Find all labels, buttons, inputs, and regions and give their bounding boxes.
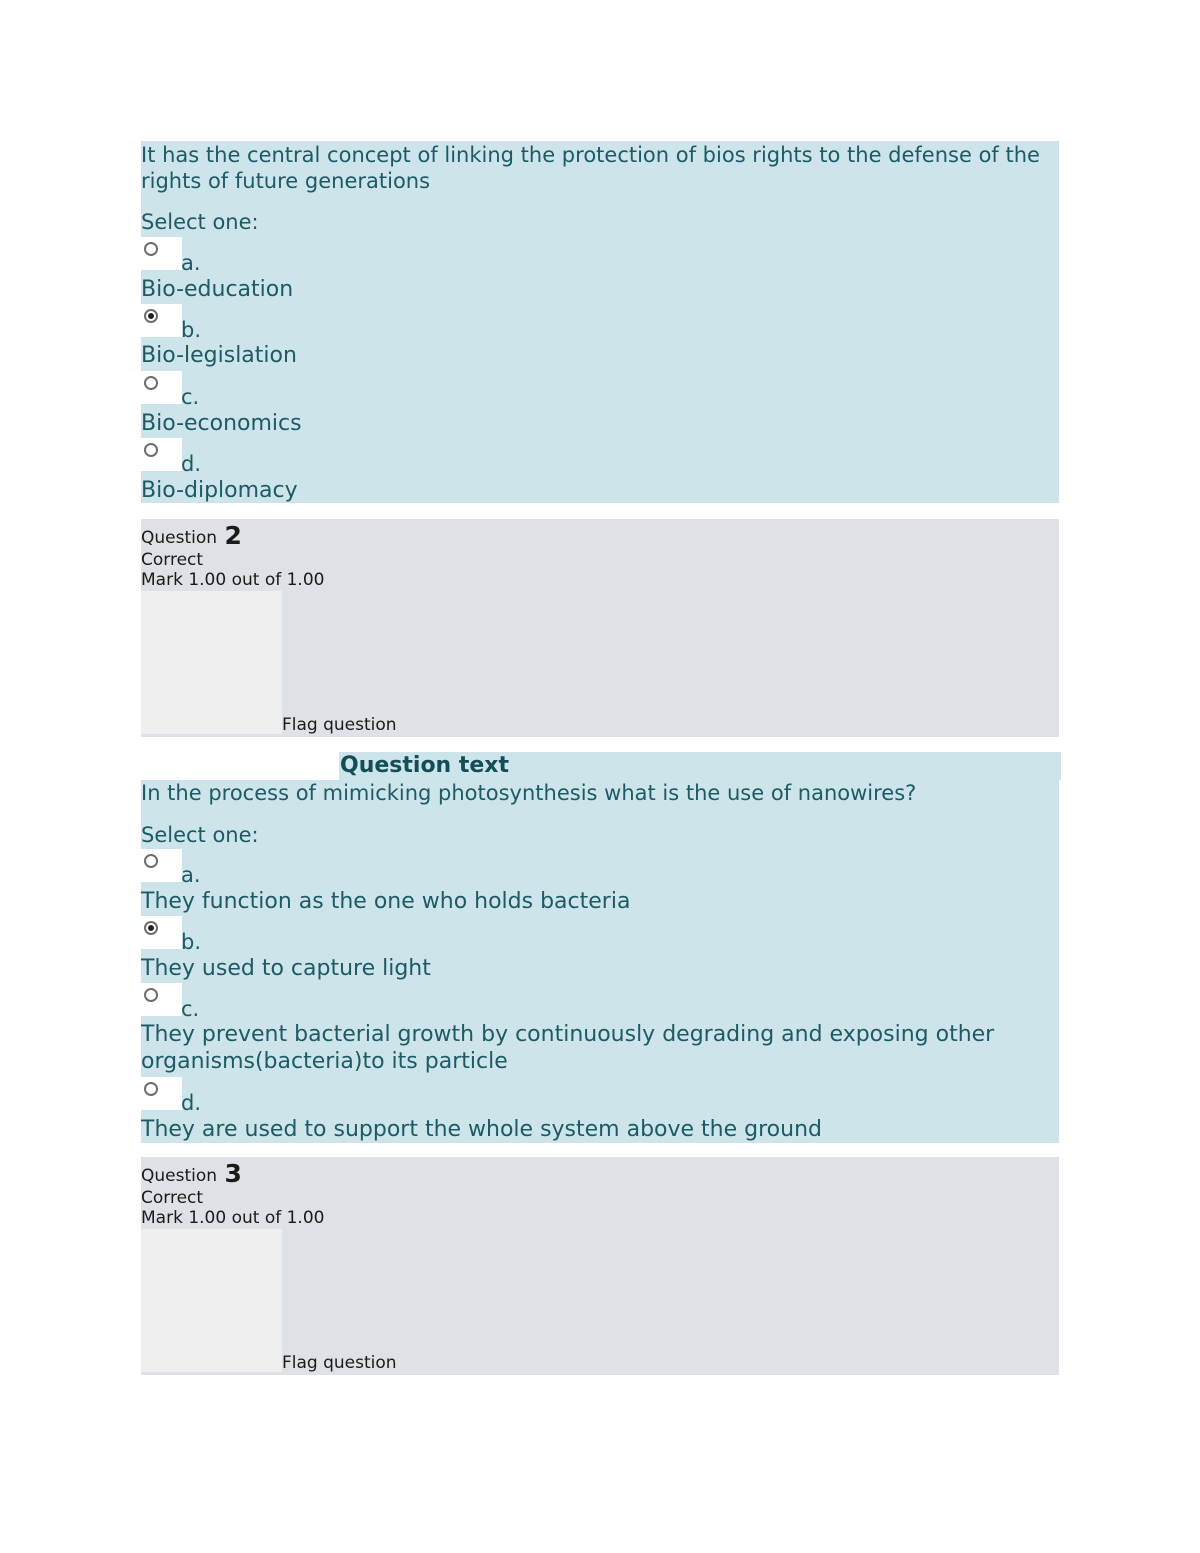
radio-button-b-selected[interactable] [144, 921, 158, 935]
question-number-value: 2 [224, 521, 242, 550]
option-text[interactable]: Bio-legislation [141, 343, 297, 368]
question-label: Question [141, 1166, 218, 1186]
radio-button-b-selected[interactable] [144, 309, 158, 323]
question-3-info-panel [141, 1157, 1059, 1375]
flag-image-placeholder [141, 591, 282, 734]
option-text[interactable]: They prevent bacterial growth by continuously degrading and exposing other organisms(bacteria)to its particle [141, 1022, 995, 1074]
question-state: Correct [141, 1188, 204, 1208]
question-number-value: 3 [224, 1159, 242, 1188]
question-text-heading-label: Question text [340, 753, 510, 778]
radio-button-c[interactable] [144, 988, 158, 1002]
option-letter: c. [181, 385, 200, 409]
option-text[interactable]: Bio-economics [141, 411, 302, 436]
question-2-text: In the process of mimicking photosynthesis what is the use of nanowires? [141, 781, 917, 805]
select-one-label: Select one: [141, 210, 259, 234]
option-letter: b. [181, 318, 202, 342]
option-text[interactable]: Bio-diplomacy [141, 478, 298, 503]
question-1-text: It has the central concept of linking the protection of bios rights to the defense of the rights of future generations [141, 143, 1040, 193]
option-letter: b. [181, 930, 202, 954]
option-letter: a. [181, 863, 201, 887]
question-label: Question [141, 528, 218, 548]
question-grade: Mark 1.00 out of 1.00 [141, 570, 325, 590]
option-text[interactable]: Bio-education [141, 277, 294, 302]
radio-button-c[interactable] [144, 376, 158, 390]
question-2-text-block [141, 780, 1059, 1143]
radio-button-a[interactable] [144, 854, 158, 868]
option-text[interactable]: They used to capture light [141, 956, 431, 981]
flag-question-link[interactable]: Flag question [282, 715, 397, 735]
question-grade: Mark 1.00 out of 1.00 [141, 1208, 325, 1228]
flag-image-placeholder [141, 1229, 282, 1372]
radio-button-d[interactable] [144, 1082, 158, 1096]
option-letter: c. [181, 997, 200, 1021]
select-one-label: Select one: [141, 823, 259, 847]
question-1-text-block [141, 141, 1059, 503]
option-letter: a. [181, 251, 201, 275]
option-letter: d. [181, 1091, 202, 1115]
question-number [141, 1159, 242, 1191]
option-letter: d. [181, 452, 202, 476]
question-text-heading [339, 752, 1061, 780]
option-text[interactable]: They function as the one who holds bacteria [141, 889, 631, 914]
question-number [141, 521, 242, 553]
radio-button-d[interactable] [144, 443, 158, 457]
flag-question-link[interactable]: Flag question [282, 1353, 397, 1373]
question-state: Correct [141, 550, 204, 570]
radio-button-a[interactable] [144, 242, 158, 256]
option-text[interactable]: They are used to support the whole system above the ground [141, 1117, 822, 1142]
question-2-info-panel [141, 519, 1059, 737]
